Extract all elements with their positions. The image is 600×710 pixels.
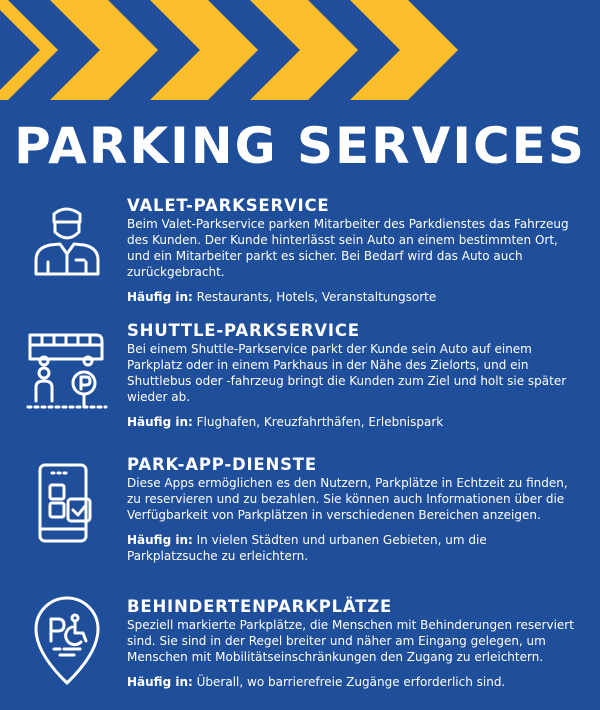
service-description: Diese Apps ermöglichen es den Nutzern, Parkplätze in Echtzeit zu finden, zu reservieren und zu bezahlen. Sie können auch Informationen über die Verfügbarkeit von Parkplätzen in verschiedenen Bereichen anzeigen. [127, 476, 568, 523]
service-frequent [127, 414, 575, 430]
smartphone-check-icon [26, 461, 108, 543]
page-title: PARKING SERVICES [14, 117, 586, 175]
service-heading: VALET-PARKSERVICE [127, 196, 330, 215]
frequent-value: Flughafen, Kreuzfahrthäfen, Erlebnispark [196, 415, 444, 430]
frequent-label: Häufig in: [127, 290, 193, 305]
frequent-label: Häufig in: [127, 415, 193, 430]
frequent-label: Häufig in: [127, 675, 193, 690]
frequent-value: Restaurants, Hotels, Veranstaltungsorte [196, 290, 437, 305]
service-heading: SHUTTLE-PARKSERVICE [127, 321, 360, 340]
service-frequent [127, 532, 575, 564]
valet-icon [26, 198, 108, 280]
shuttle-bus-icon [26, 329, 108, 411]
service-heading: BEHINDERTENPARKPLÄTZE [127, 597, 393, 616]
frequent-label: Häufig in: [127, 533, 193, 548]
frequent-value: In vielen Städten und urbanen Gebieten, um die Parkplatzsuche zu erleichtern. [127, 533, 487, 564]
service-description: Bei einem Shuttle-Parkservice parkt der Kunde sein Auto auf einem Parkplatz oder in einem Parkhaus in der Nähe des Zielorts, und ein Shuttlebus oder -fahrzeug bringt die Kunden zum Ziel und holt sie später wieder ab. [127, 342, 567, 405]
accessible-parking-pin-icon [26, 595, 108, 687]
service-frequent [127, 674, 575, 690]
service-frequent [127, 289, 575, 305]
service-description: Speziell markierte Parkplätze, die Menschen mit Behinderungen reserviert sind. Sie sind in der Regel breiter und näher am Eingang gelegen, um Menschen mit Mobilitätseinschränkungen den Zugang zu erleichtern. [127, 618, 574, 665]
service-description: Beim Valet-Parkservice parken Mitarbeiter des Parkdienstes das Fahrzeug des Kunden. Der Kunde hinterlässt sein Auto an einem bestimmten Ort, und ein Mitarbeiter parkt es sicher. Bei Bedarf wird das Auto auch zurückgebracht. [127, 217, 569, 280]
frequent-value: Überall, wo barrierefreie Zugänge erforderlich sind. [196, 675, 506, 690]
service-heading: PARK-APP-DIENSTE [127, 455, 317, 474]
chevron-banner [0, 0, 600, 100]
